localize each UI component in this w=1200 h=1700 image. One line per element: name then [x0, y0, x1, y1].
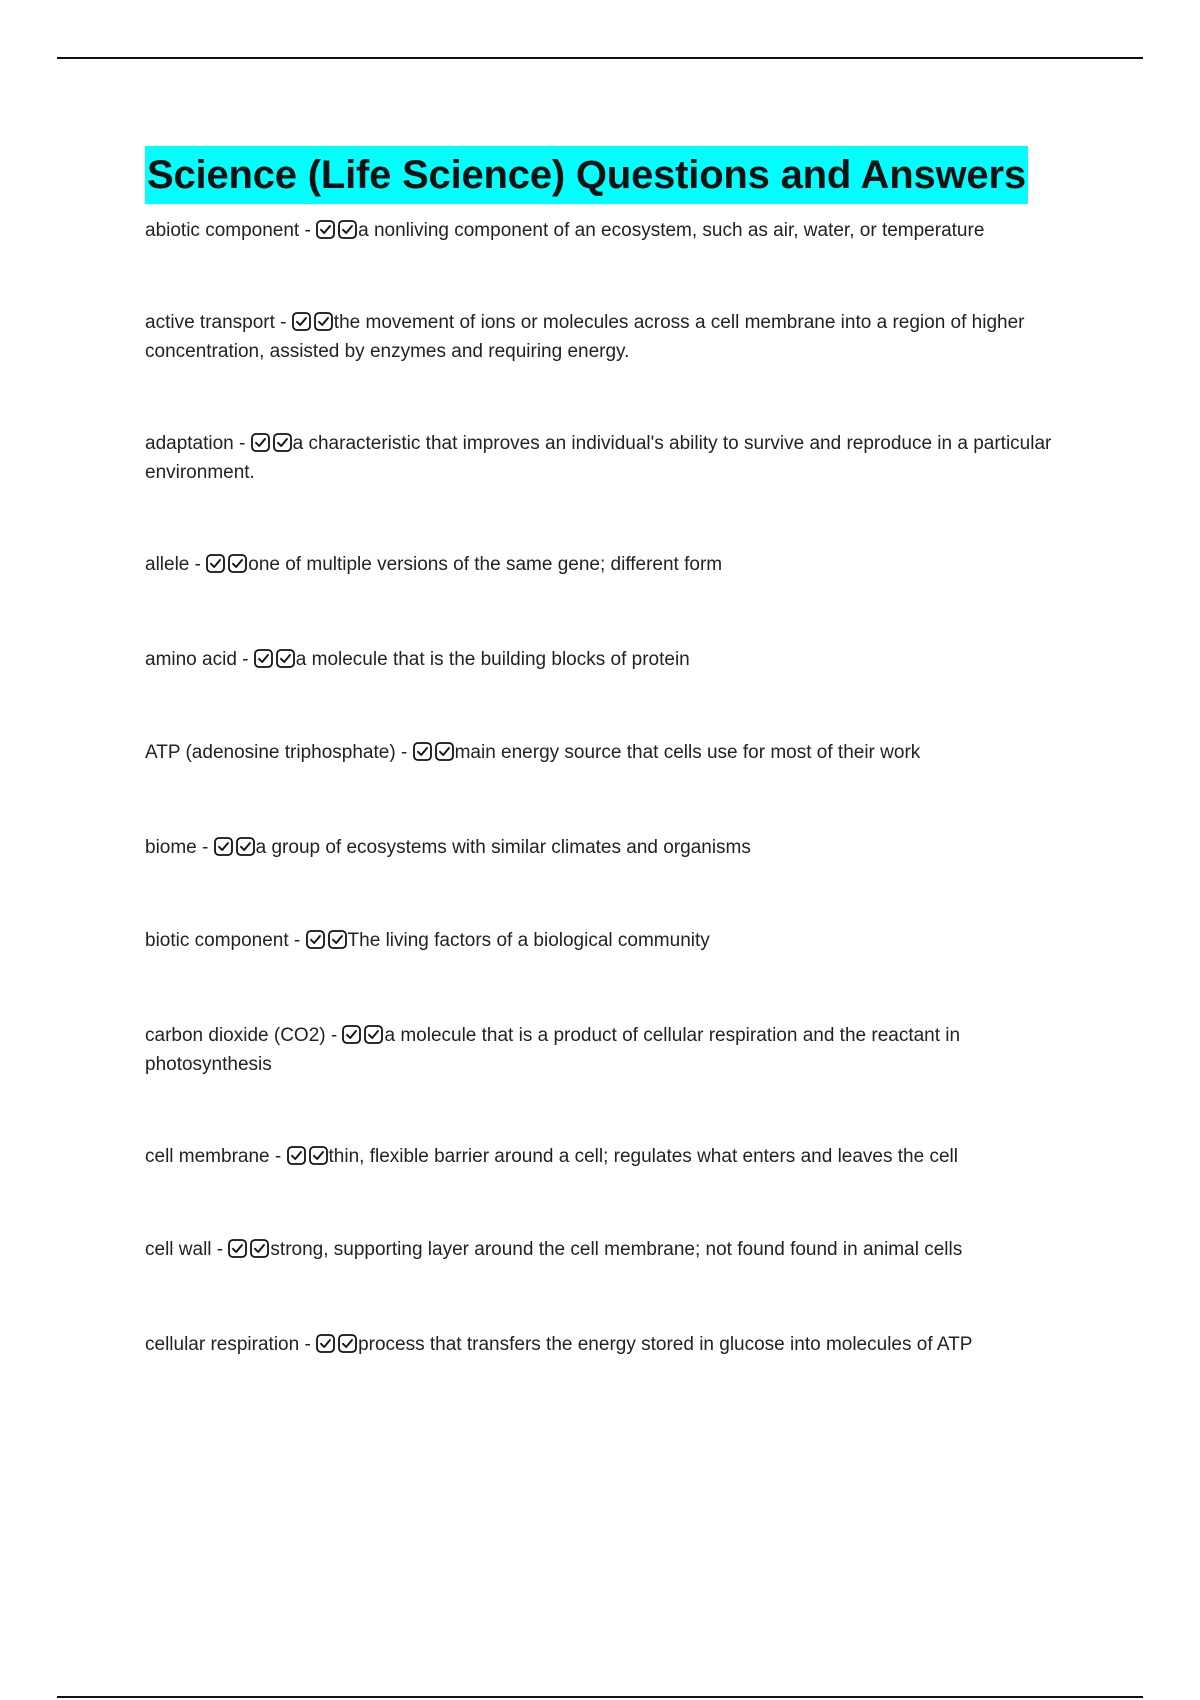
checkbox-checked-icon	[287, 1146, 306, 1165]
checkbox-checked-icon	[254, 649, 273, 668]
entry-definition: the movement of ions or molecules across a cell membrane into a region of higher concentration, assisted by enzymes and requiring energy.	[145, 312, 1025, 362]
entry	[145, 216, 1075, 245]
entry-definition: a group of ecosystems with similar climates and organisms	[255, 837, 751, 858]
entry-term: adaptation	[145, 433, 234, 454]
entry-term: cellular respiration	[145, 1334, 300, 1355]
checkbox-checked-icon	[338, 1334, 357, 1353]
checkbox-checked-icon	[250, 1239, 269, 1258]
entry	[145, 1142, 1075, 1171]
entry-separator: -	[236, 649, 254, 670]
checkbox-checked-icon	[228, 1239, 247, 1258]
entry-term: biotic component	[145, 930, 289, 951]
entry-definition: one of multiple versions of the same gene; different form	[248, 554, 723, 575]
entry-separator: -	[211, 1239, 229, 1260]
checkbox-checked-icon	[276, 649, 295, 668]
entry-term: abiotic component	[145, 220, 300, 241]
entry-term: ATP (adenosine triphosphate)	[145, 742, 396, 763]
entry-separator: -	[299, 220, 317, 241]
entry-term: active transport	[145, 312, 275, 333]
entry-definition: a molecule that is a product of cellular respiration and the reactant in photosynthesis	[145, 1025, 961, 1075]
entry-definition: a characteristic that improves an individual's ability to survive and reproduce in a particular environment.	[145, 433, 1052, 483]
entry-separator: -	[274, 312, 292, 333]
checkbox-checked-icon	[206, 554, 225, 573]
entry-separator: -	[299, 1334, 317, 1355]
checkbox-checked-icon	[328, 930, 347, 949]
entry	[145, 833, 1075, 862]
entry-term: biome	[145, 837, 197, 858]
entry-separator: -	[196, 837, 214, 858]
checkbox-checked-icon	[228, 554, 247, 573]
entry-definition: thin, flexible barrier around a cell; regulates what enters and leaves the cell	[328, 1146, 958, 1167]
checkbox-checked-icon	[306, 930, 325, 949]
entry-definition: main energy source that cells use for most of their work	[454, 742, 921, 763]
entry-separator: -	[233, 433, 251, 454]
checkbox-checked-icon	[236, 837, 255, 856]
entry-definition: a nonliving component of an ecosystem, such as air, water, or temperature	[358, 220, 985, 241]
entry	[145, 738, 1075, 767]
checkbox-checked-icon	[435, 742, 454, 761]
entry-term: amino acid	[145, 649, 237, 670]
entry	[145, 645, 1075, 674]
checkbox-checked-icon	[342, 1025, 361, 1044]
checkbox-checked-icon	[314, 312, 333, 331]
entry	[145, 1330, 1075, 1359]
entry	[145, 429, 1075, 487]
checkbox-checked-icon	[214, 837, 233, 856]
document-body	[145, 146, 1075, 1359]
bottom-divider	[57, 1696, 1143, 1698]
entry-definition: The living factors of a biological community	[347, 930, 710, 951]
top-divider	[57, 57, 1143, 59]
entry-separator: -	[325, 1025, 343, 1046]
checkbox-checked-icon	[309, 1146, 328, 1165]
entry-separator: -	[395, 742, 413, 763]
entry-term: carbon dioxide (CO2)	[145, 1025, 326, 1046]
entry	[145, 308, 1075, 366]
entry	[145, 1235, 1075, 1264]
entry-list	[145, 216, 1075, 1359]
checkbox-checked-icon	[364, 1025, 383, 1044]
checkbox-checked-icon	[251, 433, 270, 452]
entry-term: cell membrane	[145, 1146, 270, 1167]
entry	[145, 1021, 1075, 1079]
entry-separator: -	[269, 1146, 287, 1167]
entry	[145, 550, 1075, 579]
entry-separator: -	[288, 930, 306, 951]
entry-separator: -	[189, 554, 207, 575]
checkbox-checked-icon	[413, 742, 432, 761]
entry-definition: strong, supporting layer around the cell membrane; not found found in animal cells	[270, 1239, 963, 1260]
checkbox-checked-icon	[316, 220, 335, 239]
checkbox-checked-icon	[292, 312, 311, 331]
entry-term: allele	[145, 554, 190, 575]
entry-term: cell wall	[145, 1239, 212, 1260]
page-title: Science (Life Science) Questions and Answers	[145, 146, 1028, 204]
checkbox-checked-icon	[316, 1334, 335, 1353]
entry-definition: process that transfers the energy stored in glucose into molecules of ATP	[358, 1334, 973, 1355]
entry-definition: a molecule that is the building blocks of protein	[295, 649, 690, 670]
entry	[145, 926, 1075, 955]
checkbox-checked-icon	[338, 220, 357, 239]
checkbox-checked-icon	[273, 433, 292, 452]
